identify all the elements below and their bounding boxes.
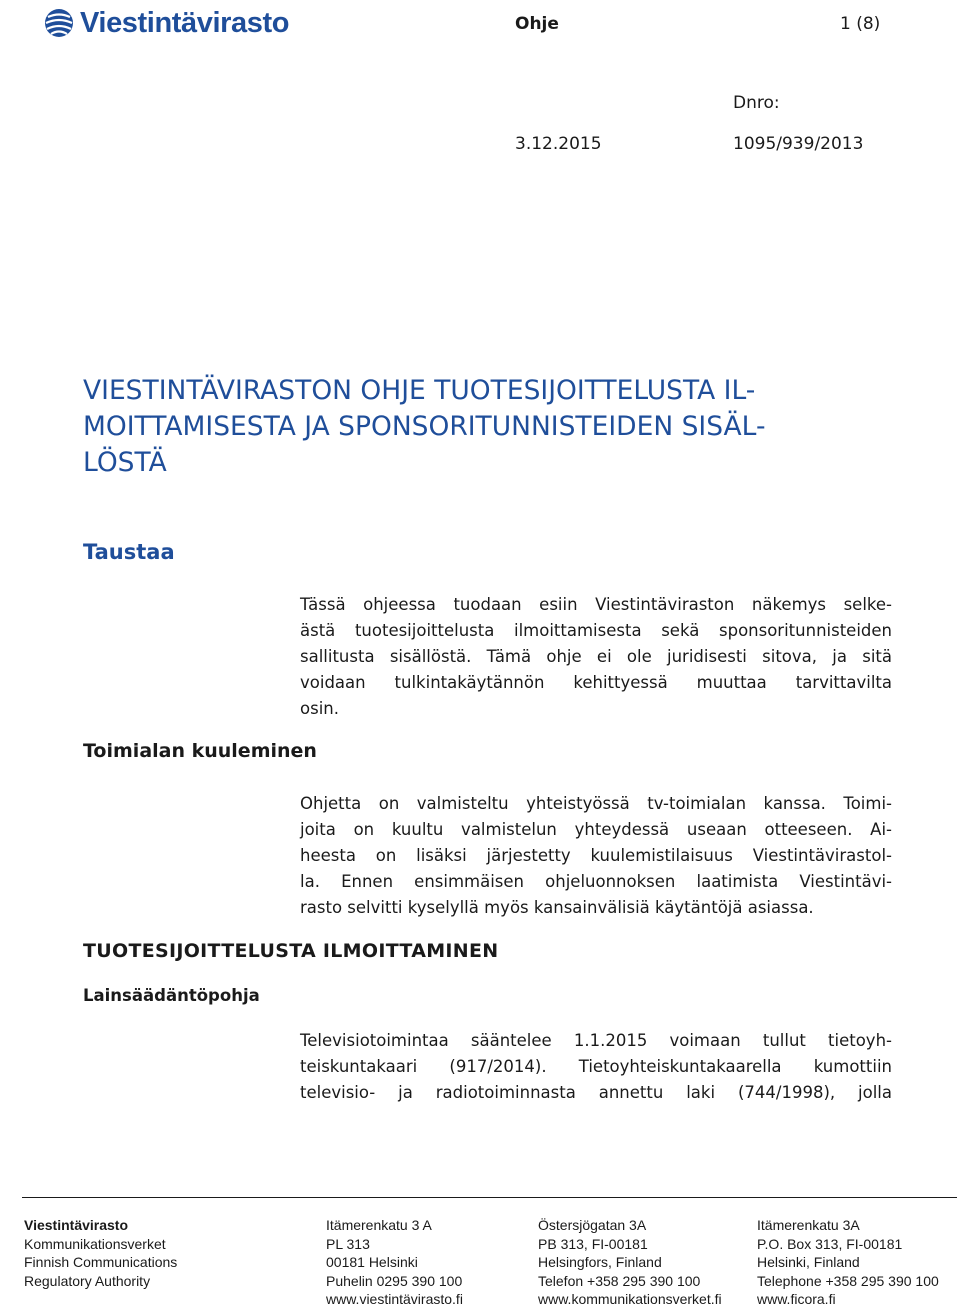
footer-line: Puhelin 0295 390 100 [326, 1272, 463, 1289]
text-line: rasto selvitti kyselyllä myös kansainvälisiä käytäntöjä asiassa. [300, 898, 814, 917]
logo [44, 4, 289, 42]
footer-website-link[interactable]: www.kommunikationsverket.fi [538, 1291, 722, 1308]
footer-line: Viestintävirasto [24, 1217, 129, 1233]
footer-line: Kommunikationsverket [24, 1235, 166, 1252]
footer-line: Regulatory Authority [24, 1272, 151, 1289]
footer-column-names [24, 1216, 177, 1290]
title-line: VIESTINTÄVIRASTON OHJE TUOTESIJOITTELUSTA IL- [83, 375, 756, 406]
footer-line: Helsingfors, Finland [538, 1254, 662, 1271]
text-line: osin. [300, 699, 339, 718]
text-line: joita on kuultu valmistelun yhteydessä useaan otteeseen. Ai- [300, 820, 892, 839]
text-line: televisio- ja radiotoiminnasta annettu laki (744/1998), jolla [300, 1083, 892, 1102]
footer-line: Finnish Communications [24, 1254, 178, 1271]
text-line: Tässä ohjeessa tuodaan esiin Viestintäviraston näkemys selke- [300, 595, 892, 614]
footer-line: Östersjögatan 3A [538, 1217, 647, 1233]
dnro-number: 1095/939/2013 [733, 134, 864, 154]
title-line: MOITTAMISESTA JA SPONSORITUNNISTEIDEN SISÄL- [83, 411, 766, 442]
heading-tuotesijoittelusta: TUOTESIJOITTELUSTA ILMOITTAMINEN [83, 940, 499, 962]
footer-column-finnish [326, 1216, 463, 1309]
footer-line: Itämerenkatu 3A [757, 1217, 860, 1233]
footer-website-link[interactable]: www.ficora.fi [757, 1291, 836, 1308]
logo-text: Viestintävirasto [80, 6, 290, 39]
heading-toimialan-kuuleminen: Toimialan kuuleminen [83, 740, 317, 762]
footer-line: Telephone +358 295 390 100 [757, 1272, 939, 1289]
text-line: voidaan tulkintakäytännön kehittyessä muuttaa tarvittavilta [300, 673, 892, 692]
footer-column-english [757, 1216, 939, 1309]
document-type: Ohje [515, 14, 559, 34]
text-line: ästä tuotesijoittelusta ilmoittamisesta sekä sponsoritunnisteiden [300, 621, 892, 640]
document-date: 3.12.2015 [515, 134, 602, 154]
footer-divider [22, 1197, 957, 1198]
footer-line: Helsinki, Finland [757, 1254, 860, 1271]
text-line: heesta on lisäksi järjestetty kuulemistilaisuus Viestintävirastol- [300, 846, 892, 865]
page-number: 1 (8) [840, 14, 881, 34]
footer-line: PL 313 [326, 1235, 370, 1252]
paragraph-toimiala [300, 791, 892, 921]
footer-line: PB 313, FI-00181 [538, 1235, 648, 1252]
footer-line: Telefon +358 295 390 100 [538, 1272, 701, 1289]
dnro-label: Dnro: [733, 93, 780, 113]
footer-line: 00181 Helsinki [326, 1254, 418, 1271]
paragraph-taustaa [300, 592, 892, 722]
footer-line: Itämerenkatu 3 A [326, 1217, 432, 1233]
text-line: teiskuntakaari (917/2014). Tietoyhteiskuntakaarella kumottiin [300, 1057, 892, 1076]
title-line: LÖSTÄ [83, 447, 167, 478]
globe-icon [44, 8, 74, 38]
heading-taustaa: Taustaa [83, 540, 175, 564]
text-line: Televisiotoimintaa sääntelee 1.1.2015 voimaan tullut tietoyh- [300, 1031, 892, 1050]
document-title [83, 373, 863, 481]
footer-website-link[interactable]: www.viestintävirasto.fi [326, 1291, 463, 1308]
text-line: Ohjetta on valmisteltu yhteistyössä tv-toimialan kanssa. Toimi- [300, 794, 892, 813]
footer-line: P.O. Box 313, FI-00181 [757, 1235, 903, 1252]
heading-lainsaadantopohja: Lainsäädäntöpohja [83, 986, 260, 1005]
text-line: sallitusta sisällöstä. Tämä ohje ei ole juridisesti sitova, ja sitä [300, 647, 892, 666]
footer-column-swedish [538, 1216, 722, 1309]
paragraph-lainsaadanto [300, 1028, 892, 1106]
text-line: la. Ennen ensimmäisen ohjeluonnoksen laatimista Viestintävi- [300, 872, 892, 891]
